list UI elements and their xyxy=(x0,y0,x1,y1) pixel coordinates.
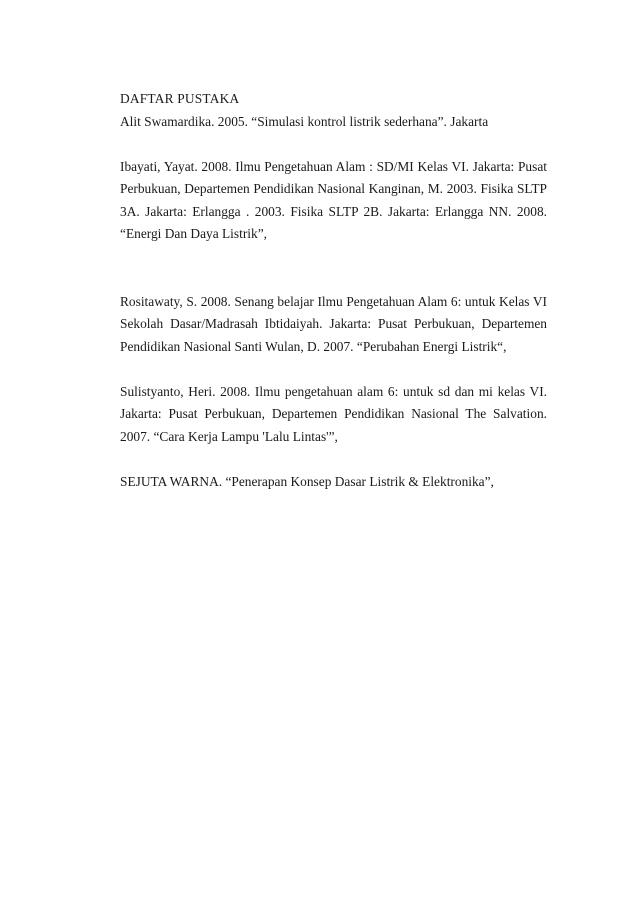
spacer xyxy=(120,133,547,156)
bibliography-entry-5: SEJUTA WARNA. “Penerapan Konsep Dasar Listrik & Elektronika”, xyxy=(120,473,494,489)
bibliography-section xyxy=(120,88,547,493)
spacer xyxy=(120,448,547,471)
bibliography-entry-3: Rositawaty, S. 2008. Senang belajar Ilmu Pengetahuan Alam 6: untuk Kelas VI Sekolah Dasar/Madrasah Ibtidaiyah. Jakarta: Pusat Perbukuan, Departemen Pendidikan Nasional Santi Wulan, D. 2007. “Perubahan Energi Listrik“, xyxy=(120,293,547,354)
bibliography-entry-2: Ibayati, Yayat. 2008. Ilmu Pengetahuan Alam : SD/MI Kelas VI. Jakarta: Pusat Perbukuan, Departemen Pendidikan Nasional Kanginan, M. 2003. Fisika SLTP 3A. Jakarta: Erlangga . 2003. Fisika SLTP 2B. Jakarta: Erlangga NN. 2008. “Energi Dan Daya Listrik”, xyxy=(120,158,547,241)
spacer xyxy=(120,246,547,291)
page-title: DAFTAR PUSTAKA xyxy=(120,91,240,106)
bibliography-entry-1: Alit Swamardika. 2005. “Simulasi kontrol listrik sederhana”. Jakarta xyxy=(120,113,489,129)
spacer xyxy=(120,358,547,381)
bibliography-entry-4: Sulistyanto, Heri. 2008. Ilmu pengetahuan alam 6: untuk sd dan mi kelas VI. Jakarta: Pusat Perbukuan, Departemen Pendidikan Nasional The Salvation. 2007. “Cara Kerja Lampu 'Lalu Lintas'”, xyxy=(120,383,547,444)
